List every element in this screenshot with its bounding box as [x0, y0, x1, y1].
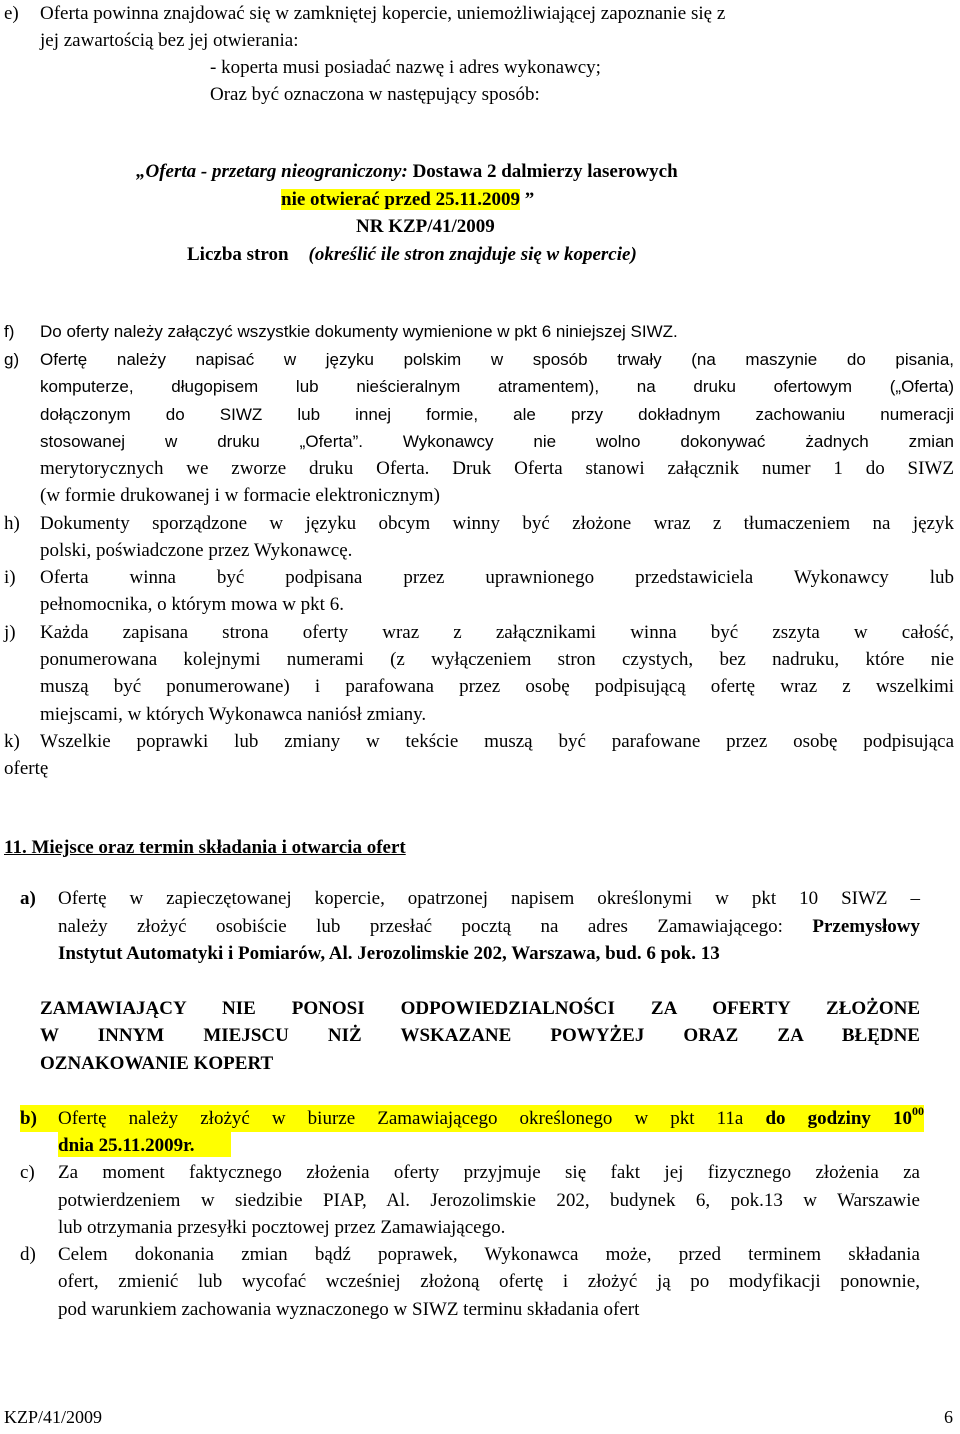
item-11a-line2-bold: Przemysłowy	[812, 916, 920, 937]
item-g-line: (w formie drukowanej i w formacie elektronicznym)	[40, 485, 440, 506]
envelope-label-line4	[187, 241, 637, 268]
item-h-line: Dokumenty sporządzone w języku obcym winny być złożone wraz z tłumaczeniem na język	[40, 513, 954, 534]
item-k-line: Wszelkie poprawki lub zmiany w tekście muszą być parafowane przez osobę podpisująca	[40, 731, 954, 752]
item-11b-line2: dnia 25.11.2009r.	[58, 1135, 195, 1156]
item-j-marker: j)	[4, 622, 16, 643]
item-11d-line: pod warunkiem zachowania wyznaczonego w SIWZ terminu składania ofert	[58, 1299, 640, 1320]
item-k-line: ofertę	[4, 758, 49, 779]
item-f-text: Do oferty należy załączyć wszystkie dokumenty wymienione w pkt 6 niniejszej SIWZ.	[40, 322, 678, 341]
warning-line: ZAMAWIAJĄCY NIE PONOSI ODPOWIEDZIALNOŚCI ZA OFERTY ZŁOŻONE	[40, 998, 920, 1019]
label-prefix: Oferta - przetarg nieograniczony:	[145, 161, 408, 182]
item-e-marker: e)	[4, 3, 19, 24]
item-f-marker: f)	[4, 322, 15, 341]
item-11b-line1-plain: Ofertę należy złożyć w biurze Zamawiającego określonego w pkt 11a	[58, 1108, 766, 1129]
warning-line: W INNYM MIEJSCU NIŻ WSKAZANE POWYŻEJ ORAZ ZA BŁĘDNE	[40, 1025, 920, 1046]
footer-ref: KZP/41/2009	[4, 1407, 103, 1427]
item-11d-line: Celem dokonania zmian bądź poprawek, Wykonawca może, przed terminem składania	[58, 1244, 920, 1265]
label-no-open-date: nie otwierać przed 25.11.2009	[281, 189, 521, 210]
item-11c-marker: c)	[20, 1162, 35, 1183]
item-j-line: ponumerowana kolejnymi numerami (z wyłączeniem stron czystych, bez nadruku, które nie	[40, 649, 954, 670]
item-j-line: muszą być ponumerowane) i parafowana przez osobę podpisującą ofertę wraz z wszelkimi	[40, 676, 954, 697]
item-h-marker: h)	[4, 513, 20, 534]
page-number: 6	[944, 1407, 953, 1427]
item-e-line2: jej zawartością bez jej otwierania:	[40, 30, 299, 51]
item-11b-line1-sup: 00	[912, 1103, 924, 1118]
item-e-line3: - koperta musi posiadać nazwę i adres wykonawcy;	[210, 57, 601, 78]
item-11d-line: ofert, zmienić lub wycofać wcześniej złożoną ofertę i złożyć ją po modyfikacji ponownie,	[58, 1271, 920, 1292]
item-11c-line: Za moment faktycznego złożenia oferty przyjmuje się fakt jej fizycznego złożenia za	[58, 1162, 920, 1183]
item-i-marker: i)	[4, 567, 16, 588]
warning-line: OZNAKOWANIE KOPERT	[40, 1053, 274, 1074]
item-j-line: Każda zapisana strona oferty wraz z załącznikami winna być zszyta w całość,	[40, 622, 954, 643]
item-11a-line3: Instytut Automatyki i Pomiarów, Al. Jerozolimskie 202, Warszawa, bud. 6 pok. 13	[58, 943, 720, 964]
item-h-line: polski, poświadczone przez Wykonawcę.	[40, 540, 353, 561]
envelope-label-line2	[281, 186, 534, 213]
item-11b-marker: b)	[20, 1108, 37, 1129]
item-g-line: komputerze, długopisem lub nieścieralnym atramentem), na druku ofertowym („Oferta)	[40, 377, 954, 396]
item-i-line: pełnomocnika, o którym mowa w pkt 6.	[40, 594, 344, 615]
envelope-label-line1	[136, 158, 678, 185]
item-e-line4: Oraz być oznaczona w następujący sposób:	[210, 84, 540, 105]
item-11a-line2	[58, 913, 920, 940]
label-close-quote: ”	[524, 189, 535, 210]
item-j-line: miejscami, w których Wykonawca naniósł zmiany.	[40, 704, 427, 725]
item-i-line: Oferta winna być podpisana przez uprawnionego przedstawiciela Wykonawcy lub	[40, 567, 954, 588]
item-11c-line: lub otrzymania przesyłki pocztowej przez Zamawiającego.	[58, 1217, 506, 1238]
item-11a-line2-plain: należy złożyć osobiście lub przesłać pocztą na adres Zamawiającego:	[58, 916, 813, 937]
item-11d-marker: d)	[20, 1244, 36, 1265]
label-subject: Dostawa 2 dalmierzy laserowych	[412, 161, 678, 182]
item-g-marker: g)	[4, 350, 20, 369]
item-11a-marker: a)	[20, 888, 36, 909]
label-pages-hint: (określić ile stron znajduje się w kopercie)	[308, 244, 637, 265]
item-g-line: Ofertę należy napisać w języku polskim w sposób trwały (na maszynie do pisania,	[40, 350, 954, 369]
item-k-marker: k)	[4, 731, 20, 752]
item-g-line: dołączonym do SIWZ lub innej formie, ale przy dokładnym zachowaniu numeracji	[40, 405, 954, 424]
item-11b-line1	[58, 1105, 924, 1132]
item-e-line1: Oferta powinna znajdować się w zamkniętej kopercie, uniemożliwiającej zapoznanie się z	[40, 3, 726, 24]
item-11b-line1-bold: do godziny 10	[765, 1108, 912, 1129]
section-11-heading: 11. Miejsce oraz termin składania i otwarcia ofert	[4, 837, 406, 858]
label-pages: Liczba stron	[187, 244, 289, 265]
item-g-line: merytorycznych we zworze druku Oferta. Druk Oferta stanowi załącznik numer 1 do SIWZ	[40, 458, 954, 479]
item-11c-line: potwierdzeniem w siedzibie PIAP, Al. Jerozolimskie 202, budynek 6, pok.13 w Warszawie	[58, 1190, 920, 1211]
item-11a-line1: Ofertę w zapieczętowanej kopercie, opatrzonej napisem określonymi w pkt 10 SIWZ –	[58, 888, 920, 909]
item-g-line: stosowanej w druku „Oferta”. Wykonawcy nie wolno dokonywać żadnych zmian	[40, 432, 954, 451]
label-open-quote: „	[136, 161, 146, 182]
label-number: NR KZP/41/2009	[356, 216, 495, 237]
